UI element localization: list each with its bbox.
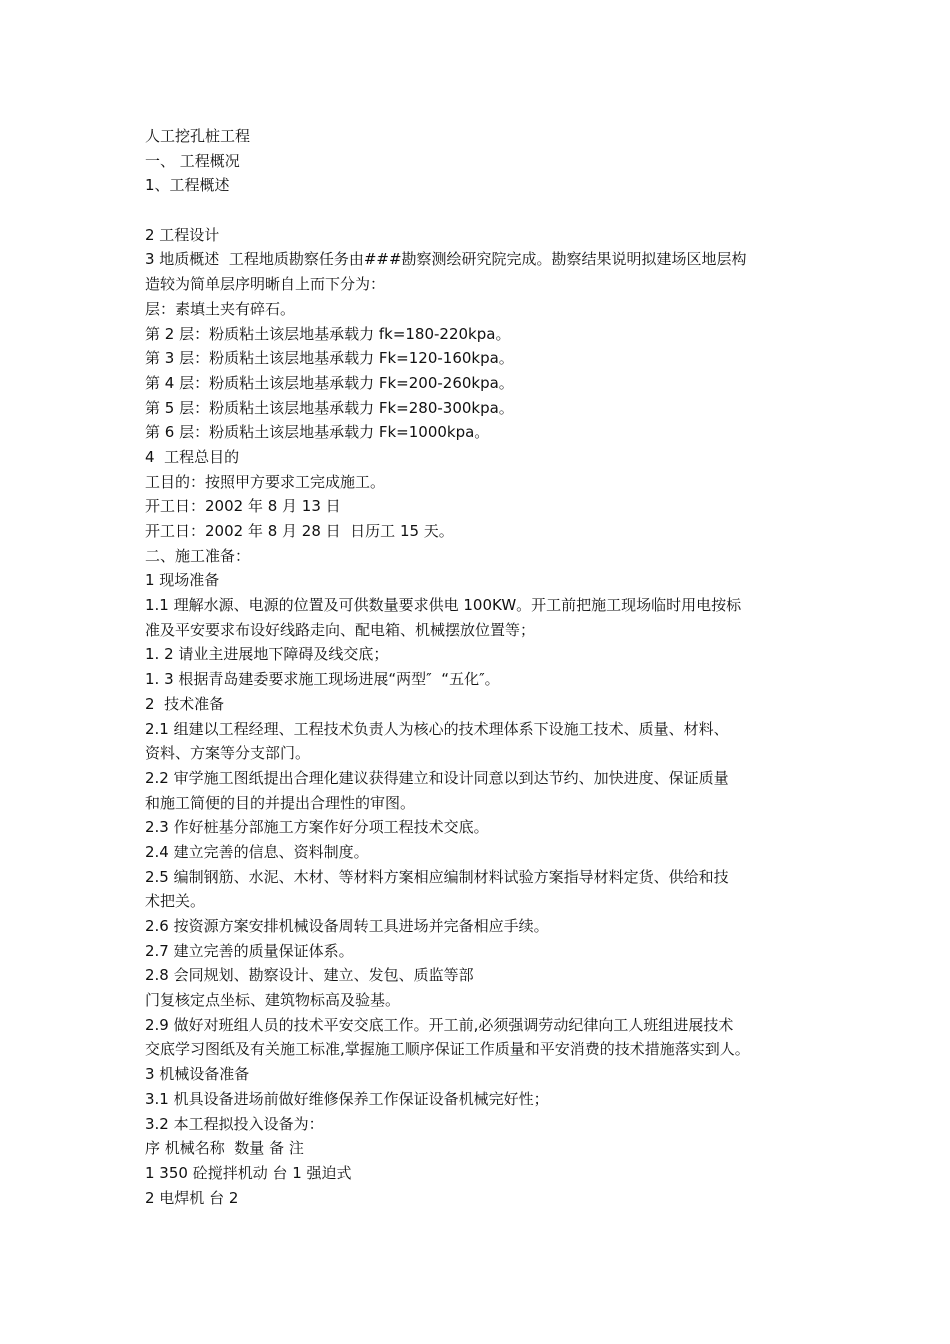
document-body bbox=[145, 124, 845, 1210]
text-line: 3 地质概述 工程地质勘察任务由###勘察测绘研究院完成。勘察结果说明拟建场区地层构 bbox=[145, 250, 747, 269]
text-line: 2.5 编制钢筋、水泥、木材、等材料方案相应编制材料试验方案指导材料定货、供给和技 bbox=[145, 867, 729, 886]
text-line: 层：素填土夹有碎石。 bbox=[145, 299, 296, 318]
text-line: 2.3 作好桩基分部施工方案作好分项工程技术交底。 bbox=[145, 818, 489, 837]
text-line: 交底学习图纸及有关施工标准,掌握施工顺序保证工作质量和平安消费的技术措施落实到人。 bbox=[145, 1040, 750, 1059]
text-line: 3.2 本工程拟投入设备为： bbox=[145, 1114, 324, 1133]
text-line: 2.7 建立完善的质量保证体系。 bbox=[145, 941, 354, 960]
subsection-heading: 1、工程概述 bbox=[145, 176, 230, 195]
text-line: 开工日：2002 年 8 月 13 日 bbox=[145, 497, 341, 516]
text-line: 资料、方案等分支部门。 bbox=[145, 744, 311, 763]
text-line: 和施工简便的目的并提出合理性的审图。 bbox=[145, 793, 416, 812]
text-line: 2.8 会同规划、勘察设计、建立、发包、质监等部 bbox=[145, 966, 474, 985]
text-line: 1.1 理解水源、电源的位置及可供数量要求供电 100KW。开工前把施工现场临时用电按标 bbox=[145, 596, 742, 615]
text-line: 第 2 层：粉质粘土该层地基承载力 fk=180-220kpa。 bbox=[145, 324, 511, 343]
text-line: 第 6 层：粉质粘土该层地基承载力 Fk=1000kpa。 bbox=[145, 423, 490, 442]
text-line: 开工日：2002 年 8 月 28 日 日历工 15 天。 bbox=[145, 522, 454, 540]
text-line: 造较为简单层序明晰自上而下分为： bbox=[145, 275, 386, 294]
text-line: 门复核定点坐标、建筑物标高及验基。 bbox=[145, 991, 401, 1010]
equipment-table-row: 1 350 砼搅拌机动 台 1 强迫式 bbox=[145, 1163, 352, 1182]
text-line: 术把关。 bbox=[145, 892, 206, 911]
section-heading: 一、 工程概况 bbox=[145, 151, 240, 170]
text-line: 准及平安要求布设好线路走向、配电箱、机械摆放位置等； bbox=[145, 620, 536, 639]
equipment-table-row: 2 电焊机 台 2 bbox=[145, 1188, 239, 1207]
text-line: 2.4 建立完善的信息、资料制度。 bbox=[145, 842, 369, 861]
text-line: 2.6 按资源方案安排机械设备周转工具进场并完备相应手续。 bbox=[145, 917, 549, 935]
text-line: 3.1 机具设备进场前做好维修保养工作保证设备机械完好性； bbox=[145, 1089, 549, 1108]
equipment-table-header: 序 机械名称 数量 备 注 bbox=[145, 1139, 304, 1158]
text-line: 1. 2 请业主进展地下障碍及线交底； bbox=[145, 645, 389, 664]
text-line: 2.9 做好对班组人员的技术平安交底工作。开工前,必须强调劳动纪律向工人班组进展技术 bbox=[145, 1015, 734, 1034]
text-line: 1. 3 根据青岛建委要求施工现场进展“两型″ “五化″。 bbox=[145, 670, 500, 689]
subsection-heading: 3 机械设备准备 bbox=[145, 1065, 250, 1084]
text-line: 第 3 层：粉质粘土该层地基承载力 Fk=120-160kpa。 bbox=[145, 349, 514, 368]
blank-line bbox=[145, 198, 845, 223]
subsection-heading: 2 工程设计 bbox=[145, 225, 220, 244]
subsection-heading: 4 工程总目的 bbox=[145, 447, 240, 466]
subsection-heading: 2 技术准备 bbox=[145, 694, 225, 713]
text-line: 2.1 组建以工程经理、工程技术负责人为核心的技术理体系下设施工技术、质量、材料、 bbox=[145, 719, 729, 738]
section-heading: 二、施工准备： bbox=[145, 546, 251, 565]
subsection-heading: 1 现场准备 bbox=[145, 571, 220, 590]
text-line: 第 4 层：粉质粘土该层地基承载力 Fk=200-260kpa。 bbox=[145, 373, 514, 392]
document-title: 人工挖孔桩工程 bbox=[145, 127, 251, 145]
text-line: 工目的：按照甲方要求工完成施工。 bbox=[145, 472, 386, 491]
text-line: 2.2 审学施工图纸提出合理化建议获得建立和设计同意以到达节约、加快进度、保证质量 bbox=[145, 768, 729, 787]
text-line: 第 5 层：粉质粘土该层地基承载力 Fk=280-300kpa。 bbox=[145, 398, 514, 417]
